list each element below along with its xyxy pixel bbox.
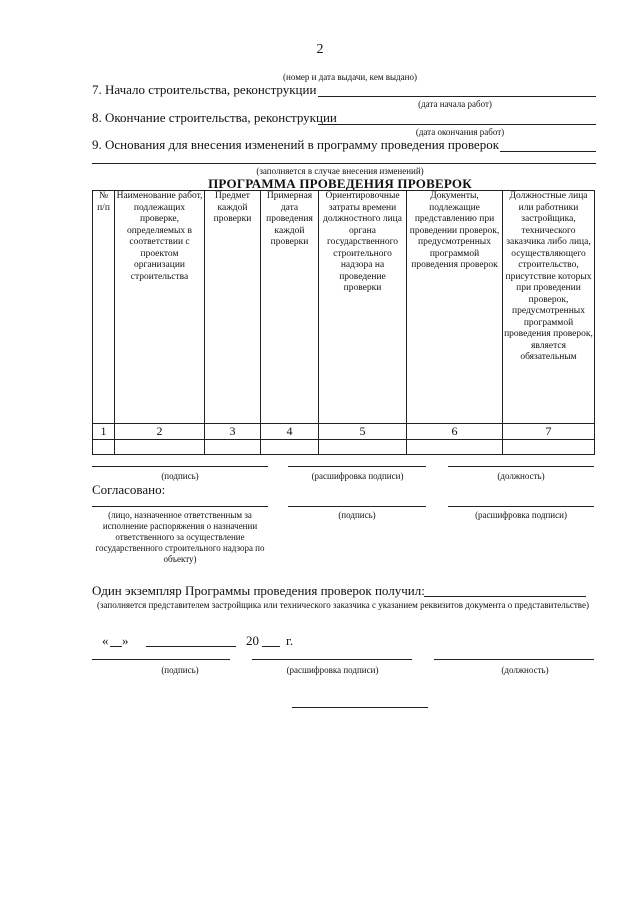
column-number: 7 — [503, 424, 595, 440]
changes-basis-field[interactable] — [500, 151, 596, 152]
decoding-field[interactable] — [288, 466, 426, 467]
copy-received-caption: (заполняется представителем застройщика или технического заказчика с указанием реквизитов документа о представительстве) — [97, 600, 589, 610]
header-documents: Документы, подлежащие представлению при проведении проверок, предусмотренных программой проведения проверок — [407, 191, 503, 424]
recipient-signature-field[interactable] — [92, 659, 230, 660]
end-divider — [292, 707, 428, 708]
table-cell[interactable] — [407, 440, 503, 455]
column-number: 1 — [93, 424, 115, 440]
header-date: Примерная дата проведения каждой проверки — [261, 191, 319, 424]
table-cell[interactable] — [261, 440, 319, 455]
recipient-decoding-field[interactable] — [252, 659, 412, 660]
responsible-person-field[interactable] — [92, 506, 268, 507]
agreed-signature-field[interactable] — [288, 506, 426, 507]
header-subject: Предмет каждой проверки — [205, 191, 261, 424]
copy-received-label: Один экземпляр Программы проведения проверок получил: — [92, 583, 425, 598]
end-of-construction-label: 8. Окончание строительства, реконструкции — [92, 110, 337, 125]
changes-basis-field-line2[interactable] — [92, 163, 596, 164]
changes-basis-caption: (заполняется в случае внесения изменений) — [256, 166, 424, 176]
agreed-label: Согласовано: — [92, 482, 166, 497]
column-number: 5 — [319, 424, 407, 440]
date-year-suffix: г. — [286, 633, 294, 648]
date-close-quote: » — [122, 633, 129, 648]
header-time-cost: Ориентировочные затраты времени должностного лица органа государственного строительного надзора на проведение проверки — [319, 191, 407, 424]
position-caption: (должность) — [497, 471, 545, 481]
start-date-caption: (дата начала работ) — [418, 99, 492, 109]
start-date-field[interactable] — [318, 96, 596, 97]
recipient-position-caption: (должность) — [501, 665, 549, 675]
decoding-caption: (расшифровка подписи) — [311, 471, 404, 481]
table-cell[interactable] — [205, 440, 261, 455]
program-title: ПРОГРАММА ПРОВЕДЕНИЯ ПРОВЕРОК — [208, 176, 472, 191]
end-date-field[interactable] — [318, 124, 596, 125]
header-number: № п/п — [93, 191, 115, 424]
changes-basis-label: 9. Основания для внесения изменений в программу проведения проверок — [92, 137, 500, 152]
column-number: 2 — [115, 424, 205, 440]
header-officials: Должностные лица или работники застройщика, технического заказчика либо лица, осуществляющего строительство, присутствие которых при проведении проверок, предусмотренных программой проведения проверок, является обязательным — [503, 191, 595, 424]
recipient-position-field[interactable] — [434, 659, 594, 660]
date-month-field[interactable] — [146, 646, 236, 647]
position-field[interactable] — [448, 466, 594, 467]
table-cell[interactable] — [319, 440, 407, 455]
table-cell[interactable] — [93, 440, 115, 455]
table-number-row — [93, 424, 595, 440]
date-day-field[interactable] — [110, 646, 122, 647]
copy-received-field[interactable] — [424, 596, 586, 597]
date-year-prefix: 20 — [246, 633, 259, 648]
agreed-decoding-field[interactable] — [448, 506, 594, 507]
table-cell[interactable] — [115, 440, 205, 455]
responsible-person-caption: (лицо, назначенное ответственным за исполнение распоряжения о назначении ответственного за осуществление государственного строительного надзора по объекту) — [95, 510, 265, 564]
table-cell[interactable] — [503, 440, 595, 455]
signature-field[interactable] — [92, 466, 268, 467]
date-year-field[interactable] — [262, 646, 280, 647]
end-date-caption: (дата окончания работ) — [415, 127, 505, 137]
page-number: 2 — [316, 42, 324, 57]
date-open-quote: « — [102, 633, 109, 648]
recipient-decoding-caption: (расшифровка подписи) — [286, 665, 379, 675]
column-number: 4 — [261, 424, 319, 440]
header-work-name: Наименование работ, подлежащих проверке, определяемых в соответствии с проектом организации строительства — [115, 191, 205, 424]
start-of-construction-label: 7. Начало строительства, реконструкции — [92, 82, 317, 97]
table-row[interactable] — [93, 440, 595, 455]
recipient-signature-caption: (подпись) — [161, 665, 199, 675]
program-table — [92, 190, 595, 455]
table-header-row — [93, 191, 595, 424]
agreed-decoding-caption: (расшифровка подписи) — [475, 510, 567, 520]
column-number: 6 — [407, 424, 503, 440]
column-number: 3 — [205, 424, 261, 440]
signature-caption: (подпись) — [161, 471, 199, 481]
agreed-signature-caption: (подпись) — [338, 510, 376, 520]
issued-caption: (номер и дата выдачи, кем выдано) — [283, 72, 417, 82]
